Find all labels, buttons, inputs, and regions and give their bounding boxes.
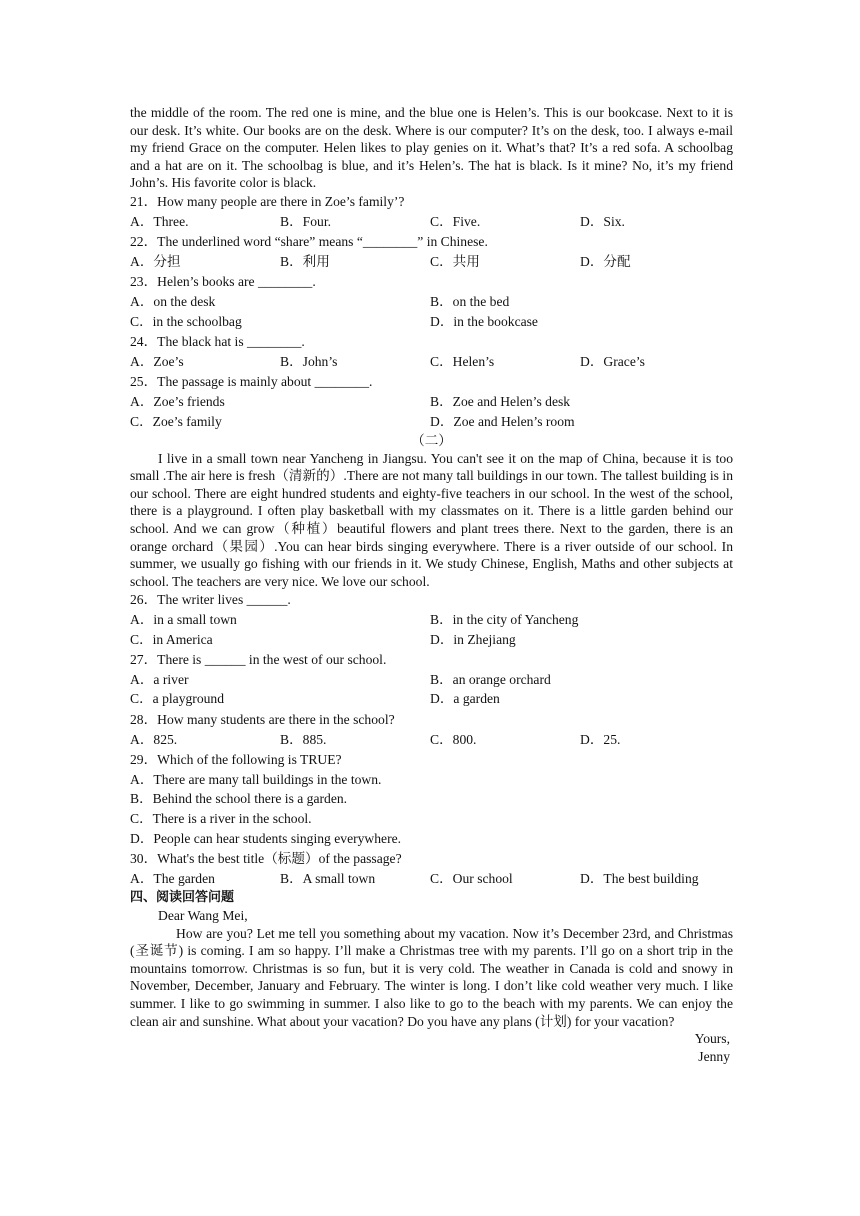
option-a: A．in a small town <box>130 612 237 628</box>
question-stem: 28．How many students are there in the school? <box>130 712 395 727</box>
section-4-heading: 四、阅读回答问题 <box>130 890 235 906</box>
letter-closing: Yours, <box>694 1031 730 1047</box>
question-29 <box>130 751 733 849</box>
option-c: C．共用 <box>430 253 480 269</box>
question-stem: 25．The passage is mainly about ________. <box>130 374 373 390</box>
option-b: B．John’s <box>280 353 338 369</box>
option-c: C．There is a river in the school. <box>130 810 312 826</box>
option-a: A．Zoe’s <box>130 353 184 369</box>
question-28 <box>130 711 733 750</box>
option-d: D．a garden <box>430 691 500 707</box>
option-d: D．Grace’s <box>580 353 645 369</box>
options-row <box>130 253 733 273</box>
options-row <box>130 313 733 333</box>
question-stem: 29．Which of the following is TRUE? <box>130 752 342 768</box>
option-b: B．利用 <box>280 253 330 269</box>
option-b: B．Zoe and Helen’s desk <box>430 393 571 409</box>
option-b: B．Four. <box>280 213 331 229</box>
question-26 <box>130 591 733 650</box>
option-a: A．a river <box>130 671 189 687</box>
question-stem: 23．Helen’s books are ________. <box>130 274 316 290</box>
question-stem: 24．The black hat is ________. <box>130 334 305 350</box>
option-a: A．825. <box>130 731 178 747</box>
question-30 <box>130 850 733 889</box>
option-b: B．in the city of Yancheng <box>430 612 579 628</box>
question-stem: 22．The underlined word “share” means “________” in Chinese. <box>130 234 488 250</box>
question-25 <box>130 373 733 432</box>
question-stem: 26．The writer lives ______. <box>130 592 291 608</box>
option-a: A．The garden <box>130 870 215 886</box>
options-row <box>130 353 733 373</box>
options-row <box>130 293 733 313</box>
options-row <box>130 611 733 631</box>
letter-greeting: Dear Wang Mei, <box>158 907 248 923</box>
option-d: D．Six. <box>580 213 625 229</box>
question-22 <box>130 233 733 272</box>
question-stem: 21．How many people are there in Zoe’s family’? <box>130 193 405 209</box>
option-b: B．A small town <box>280 870 376 886</box>
options-row <box>130 690 733 710</box>
options-row <box>130 830 733 850</box>
question-23 <box>130 273 733 332</box>
option-d: D．The best building <box>580 870 699 886</box>
question-21 <box>130 193 733 232</box>
option-c: C．in the schoolbag <box>130 313 242 329</box>
options-row <box>130 870 733 890</box>
option-d: D．in the bookcase <box>430 313 538 329</box>
options-row <box>130 671 733 691</box>
options-row <box>130 771 733 791</box>
option-c: C．in America <box>130 631 213 647</box>
option-a: A．分担 <box>130 253 181 269</box>
option-c: C．Zoe’s family <box>130 413 222 429</box>
option-d: D．分配 <box>580 253 631 269</box>
options-row <box>130 631 733 651</box>
option-d: D．25. <box>580 731 621 747</box>
option-a: A．on the desk <box>130 293 216 309</box>
options-row <box>130 810 733 830</box>
section-2-label: （二） <box>411 433 452 449</box>
question-24 <box>130 333 733 372</box>
question-stem: 27．There is ______ in the west of our school. <box>130 652 387 668</box>
option-d: D．People can hear students singing everywhere. <box>130 830 402 846</box>
option-c: C．Helen’s <box>430 353 495 369</box>
letter-signature: Jenny <box>698 1048 730 1064</box>
option-c: C．800. <box>430 731 477 747</box>
option-c: C．Five. <box>430 213 481 229</box>
options-row <box>130 413 733 433</box>
passage-2: I live in a small town near Yancheng in Jiangsu. You can't see it on the map of China, because it is too small .The air here is fresh（清新的）.There are not many tall buildings in our town. The tallest building is in our school. There are eight hundred students and eighty-five teachers in our school. In the west of the school, there is a playground. I often play basketball with my classmates on it. There is a little garden behind our school. And we can grow（种植）beautiful flowers and plant trees there. Next to the garden, there is an orange orchard（果园）.You can hear birds singing everywhere. There is a river outside of our school. In summer, we usually go fishing with our friends in it. We study Chinese, English, Maths and other subjects at school. The teachers are very nice. We love our school. <box>130 450 733 589</box>
option-a: A．Zoe’s friends <box>130 393 225 409</box>
option-b: B．an orange orchard <box>430 671 551 687</box>
option-b: B．Behind the school there is a garden. <box>130 791 348 807</box>
option-b: B．on the bed <box>430 293 510 309</box>
question-27 <box>130 651 733 710</box>
passage-1-tail: the middle of the room. The red one is mine, and the blue one is Helen’s. This is our bookcase. Next to it is our desk. It’s white. Our books are on the desk. Where is our computer? It’s on the desk, too. I always e-mail my friend Grace on the computer. Helen likes to play genies on it. What’s that? It’s a red sofa. A schoolbag and a hat are on it. The schoolbag is blue, and it’s Helen’s. The hat is black. Is it mine? No, it’s my friend John’s. His favorite color is black. <box>130 105 733 191</box>
option-a: A．There are many tall buildings in the town. <box>130 771 382 787</box>
document-content <box>130 104 733 1065</box>
letter-body: How are you? Let me tell you something about my vacation. Now it’s December 23rd, and Christmas (圣诞节) is coming. I am so happy. I’ll make a Christmas tree with my parents. I’ll go on a short trip in the mountains tomorrow. Christmas is so fun, but it is very cold. The weather in Canada is cold and snowy in November, December, January and February. The winter is long. I don’t like cold weather very much. I like summer. I like to go swimming in summer. I also like to go to the beach with my parents. We can enjoy the clean air and sunshine. What about your vacation? Do you have any plans (计划) for your vacation? <box>130 925 733 1029</box>
options-row <box>130 213 733 233</box>
option-d: D．in Zhejiang <box>430 631 516 647</box>
option-c: C．a playground <box>130 691 225 707</box>
option-b: B．885. <box>280 731 327 747</box>
options-row <box>130 790 733 810</box>
options-row <box>130 393 733 413</box>
options-row <box>130 731 733 751</box>
option-d: D．Zoe and Helen’s room <box>430 413 575 429</box>
option-c: C．Our school <box>430 870 513 886</box>
option-a: A．Three. <box>130 213 189 229</box>
question-stem: 30．What's the best title（标题）of the passage? <box>130 851 402 867</box>
letter <box>130 907 733 1065</box>
